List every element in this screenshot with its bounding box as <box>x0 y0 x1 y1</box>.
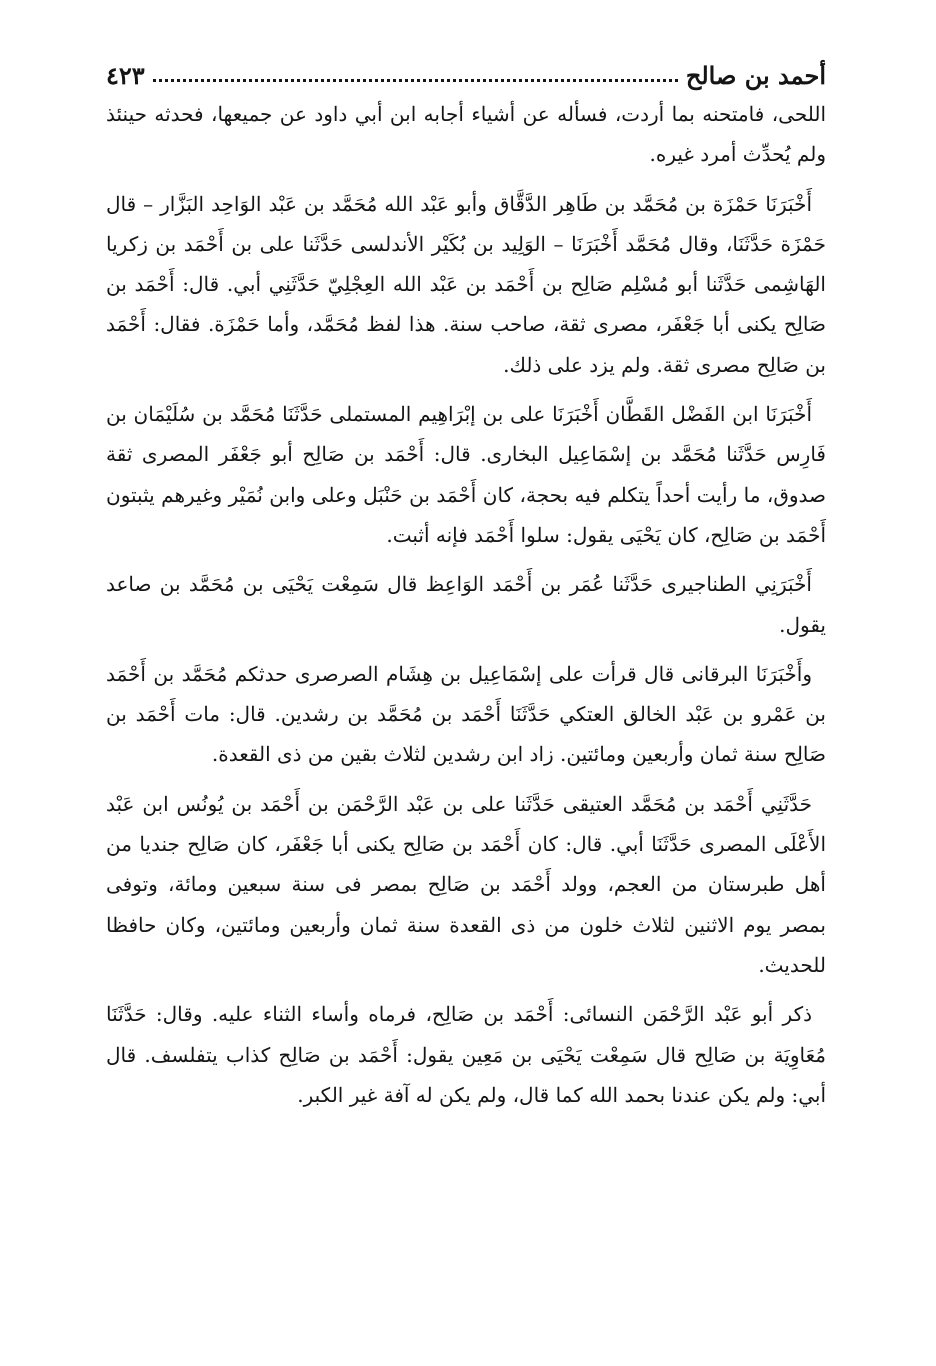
paragraph-bukhari-narration: أَخْبَرَنَا ابن الفَضْل القَطَّان أَخْبَرَنَا على بن إبْرَاهِيم المستملى حَدَّثَنَا مُحَمَّد بن سُلَيْمَان بن فَارِس حَدَّثَنا مُحَمَّد بن إسْمَاعِيل البخارى. قال: أَحْمَد بن صَالِح أبو جَعْفَر المصرى ثقة صدوق، ما رأيت أحداً يتكلم فيه بحجة، كان أَحْمَد بن حَنْبَل وعلى وابن نُمَيْر وغيرهم يثبتون أَحْمَد بن صَالِح، كان يَحْيَى يقول: سلوا أَحْمَد فإنه أثبت. <box>106 402 826 547</box>
paragraph-death-date-narration: وأَخْبَرَنَا البرقانى قال قرأت على إسْمَاعِيل بن هِشَام الصرصرى حدثكم مُحَمَّد بن أَحْمَد بن عَمْرو بن عَبْد الخالق العتكي حَدَّثَنَا أَحْمَد بن مُحَمَّد بن رشدين. قال: مات أَحْمَد بن صَالِح سنة ثمان وأربعين ومائتين. زاد ابن رشدين لثلاث بقين من ذى القعدة. <box>106 661 826 767</box>
running-header-title: أحمد بن صالح <box>685 61 826 90</box>
paragraph-tanajiri-narration: أَخْبَرَنِي الطناجيرى حَدَّثَنا عُمَر بن أَحْمَد الوَاعِظ قال سَمِعْت يَحْيَى بن مُحَمَّد بن صاعد يقول. <box>106 572 826 637</box>
page-number: ٤٢٣ <box>106 61 145 90</box>
page-body <box>106 94 826 1124</box>
paragraph-ibn-yunus-narration: حَدَّثَنِي أَحْمَد بن مُحَمَّد العتيقى حَدَّثَنا على بن عَبْد الرَّحْمَن بن أَحْمَد بن يُونُس ابن عَبْد الأَعْلَى المصرى حَدَّثَنَا أبي. قال: كان أَحْمَد بن صَالِح يكنى أبا جَعْفَر، كان صَالِح جنديا من أهل طبرستان من العجم، وولد أَحْمَد بن صَالِح بمصر فى سنة سبعين ومائة، وتوفى بمصر يوم الاثنين لثلاث خلون من ذى القعدة سنة ثمان وأربعين ومائتين، وكان حافظا للحديث. <box>106 791 826 977</box>
running-header <box>106 44 826 90</box>
paragraph-nasai-criticism: ذكر أبو عَبْد الرَّحْمَن النسائى: أَحْمَد بن صَالِح، فرماه وأساء الثناء عليه. وقال: حَدَّثَنَا مُعَاوِيَة بن صَالِح قال سَمِعْت يَحْيَى بن مَعِين يقول: أَحْمَد بن صَالِح كذاب يتفلسف. قال أبي: ولم يكن عندنا بحمد الله كما قال، ولم يكن له آفة غير الكبر. <box>106 1002 826 1107</box>
paragraph-hamza-narration: أَخْبَرَنَا حَمْزَة بن مُحَمَّد بن طَاهِر الدَّقَّاق وأبو عَبْد الله مُحَمَّد بن عَبْد الوَاحِد البَزَّار – قال حَمْزَة حَدَّثَنَا، وقال مُحَمَّد أَخْبَرَنَا – الوَلِيد بن بُكَيْر الأندلسى حَدَّثَنا على بن أَحْمَد بن زكريا الهَاشِمى حَدَّثَنا أبو مُسْلِم صَالِح بن أَحْمَد بن عَبْد الله العِجْلِيّ حَدَّثَنِي أبي. قال: أَحْمَد بن صَالِح يكنى أبا جَعْفَر، مصرى ثقة، صاحب سنة. هذا لفظ مُحَمَّد، وأما حَمْزَة. فقال: أَحْمَد بن صَالِح مصرى ثقة. ولم يزد على ذلك. <box>106 191 826 377</box>
paragraph-continuation: اللحى، فامتحنه بما أردت، فسأله عن أشياء أجابه ابن أبي داود عن جميعها، فحدثه حينئذ ولم يُحدِّث أمرد غيره. <box>106 102 826 167</box>
header-dot-leader <box>153 79 678 82</box>
